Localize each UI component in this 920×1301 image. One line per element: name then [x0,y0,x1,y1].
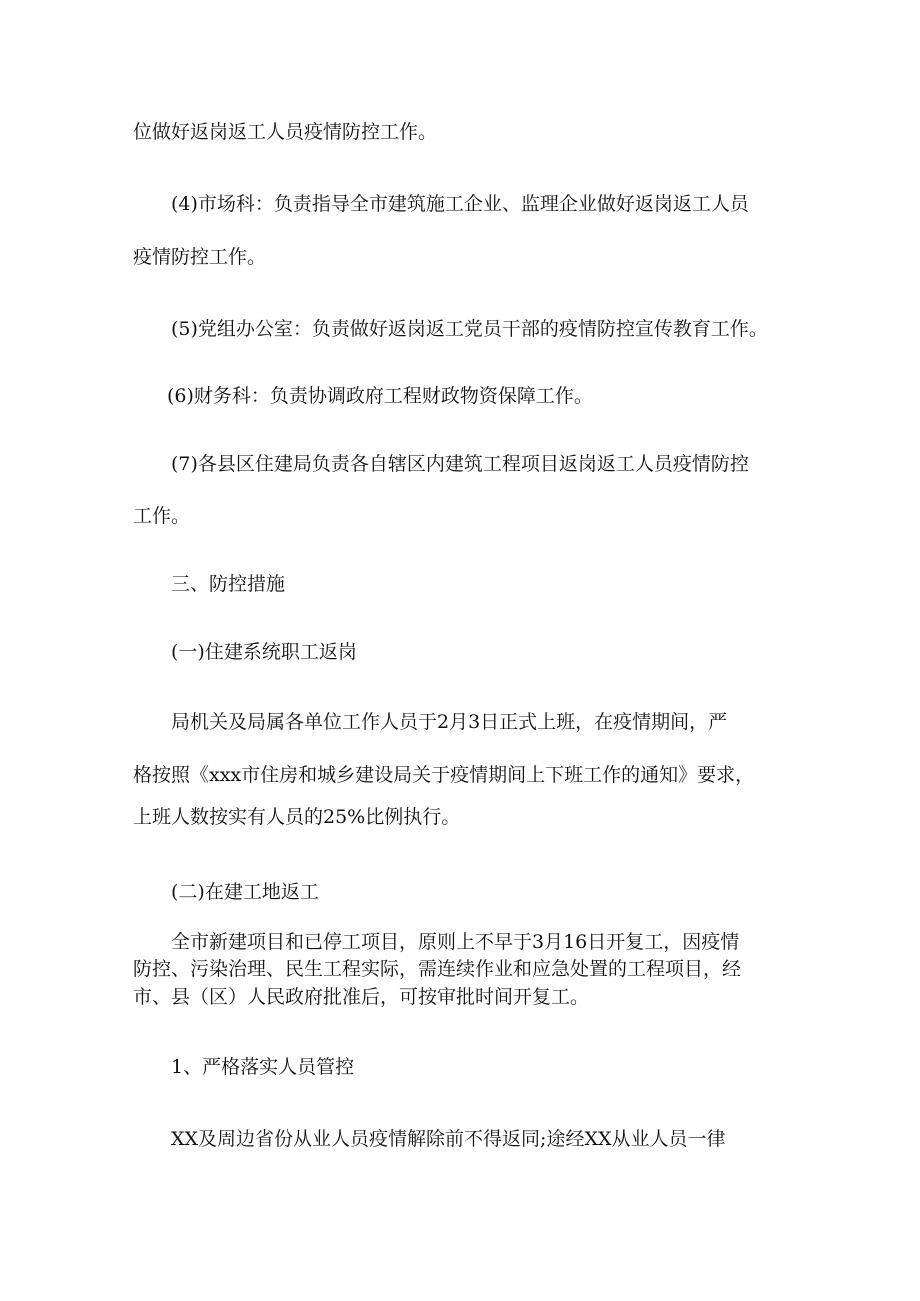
text-line: (6)财务科：负责协调政府工程财政物资保障工作。 [167,385,593,407]
subsection-heading: (二)在建工地返工 [171,881,319,903]
numbered-heading: 1、严格落实人员管控 [171,1056,355,1078]
text-line: (4)市场科：负责指导全市建筑施工企业、监理企业做好返岗返工人员 [171,193,749,215]
text-line: 局机关及局属各单位工作人员于2月3日正式上班，在疫情期间，严 [171,711,728,733]
text-line: 位做好返岗返工人员疫情防控工作。 [133,121,438,143]
text-line: XX及周边省份从业人员疫情解除前不得返同;途经XX从业人员一律 [171,1128,726,1150]
text-line: 工作。 [133,505,191,527]
text-line: 防控、污染治理、民生工程实际，需连续作业和应急处置的工程项目，经 [133,958,742,980]
text-line: (5)党组办公室：负责做好返岗返工党员干部的疫情防控宣传教育工作。 [171,318,768,340]
subsection-heading: (一)住建系统职工返岗 [171,641,357,663]
text-line: (7)各县区住建局负责各自辖区内建筑工程项目返岗返工人员疫情防控 [171,453,749,475]
section-heading: 三、防控措施 [171,573,286,595]
text-line: 全市新建项目和已停工项目，原则上不早于3月16日开复工，因疫情 [171,931,740,953]
text-line: 上班人数按实有人员的25%比例执行。 [133,806,461,828]
text-line: 疫情防控工作。 [133,246,267,268]
text-line: 格按照《xxx市住房和城乡建设局关于疫情期间上下班工作的通知》要求， [133,764,755,786]
text-line: 市、县（区）人民政府批准后，可按审批时间开复工。 [133,986,590,1008]
